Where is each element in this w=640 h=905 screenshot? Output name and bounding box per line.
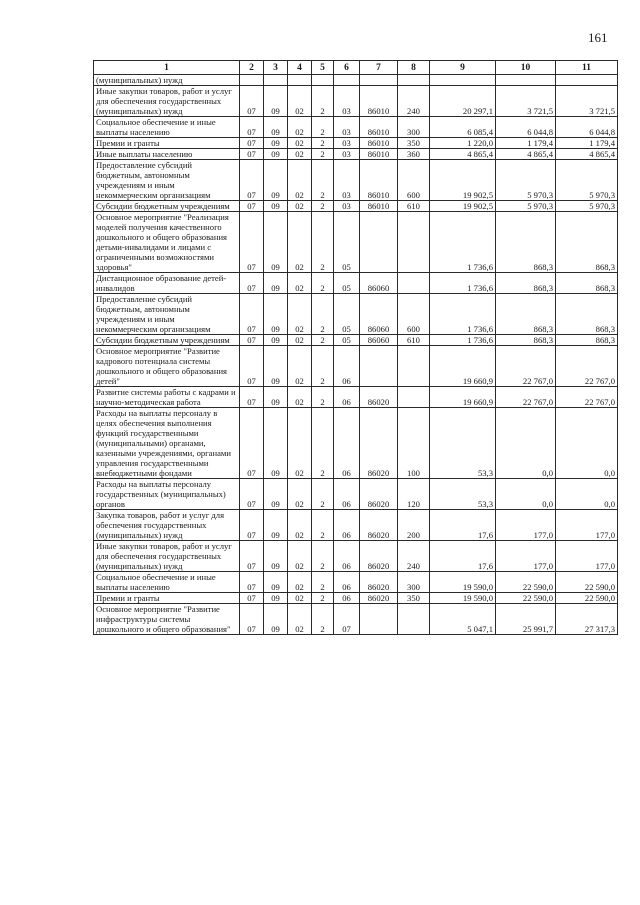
amount-col9-cell: 1 736,6 — [430, 294, 496, 335]
activity-code-cell: 06 — [334, 387, 360, 408]
table-row — [94, 212, 618, 273]
row-name-cell: Иные выплаты населению — [94, 149, 240, 160]
activity-code-cell: 03 — [334, 149, 360, 160]
row-name-cell: Основное мероприятие "Развитие кадрового потенциала системы дошкольного и общего образования детей" — [94, 346, 240, 387]
amount-col9-cell — [430, 75, 496, 86]
activity-code-cell: 03 — [334, 160, 360, 201]
subsection-code-cell: 09 — [264, 273, 288, 294]
amount-col11-cell: 4 865,4 — [556, 149, 618, 160]
program-code-cell: 02 — [288, 138, 312, 149]
amount-col10-cell — [496, 75, 556, 86]
subsection-code-cell: 09 — [264, 593, 288, 604]
subprogram-code-cell: 2 — [312, 201, 334, 212]
section-code-cell — [240, 75, 264, 86]
table-row — [94, 335, 618, 346]
subsection-code-cell: 09 — [264, 294, 288, 335]
expense-type-cell: 610 — [398, 335, 430, 346]
program-code-cell: 02 — [288, 387, 312, 408]
row-name-cell: (муниципальных) нужд — [94, 75, 240, 86]
direction-code-cell — [360, 346, 398, 387]
direction-code-cell: 86020 — [360, 510, 398, 541]
subsection-code-cell: 09 — [264, 387, 288, 408]
subsection-code-cell: 09 — [264, 201, 288, 212]
section-code-cell: 07 — [240, 510, 264, 541]
section-code-cell: 07 — [240, 541, 264, 572]
program-code-cell: 02 — [288, 346, 312, 387]
subprogram-code-cell: 2 — [312, 510, 334, 541]
amount-col10-cell: 5 970,3 — [496, 201, 556, 212]
subprogram-code-cell — [312, 75, 334, 86]
row-name-cell: Иные закупки товаров, работ и услуг для обеспечения государственных (муниципальных) нужд — [94, 86, 240, 117]
expense-type-cell: 120 — [398, 479, 430, 510]
program-code-cell: 02 — [288, 86, 312, 117]
subprogram-code-cell: 2 — [312, 541, 334, 572]
expense-type-cell — [398, 387, 430, 408]
budget-table — [93, 60, 618, 635]
table-row — [94, 294, 618, 335]
row-name-cell: Закупка товаров, работ и услуг для обеспечения государственных (муниципальных) нужд — [94, 510, 240, 541]
amount-col11-cell: 0,0 — [556, 408, 618, 479]
subprogram-code-cell: 2 — [312, 335, 334, 346]
amount-col10-cell: 3 721,5 — [496, 86, 556, 117]
subsection-code-cell: 09 — [264, 212, 288, 273]
section-code-cell: 07 — [240, 86, 264, 117]
subsection-code-cell: 09 — [264, 335, 288, 346]
section-code-cell: 07 — [240, 572, 264, 593]
table-row — [94, 201, 618, 212]
row-name-cell: Развитие системы работы с кадрами и научно-методическая работа — [94, 387, 240, 408]
amount-col10-cell: 22 767,0 — [496, 387, 556, 408]
activity-code-cell: 06 — [334, 510, 360, 541]
table-row — [94, 75, 618, 86]
amount-col11-cell: 3 721,5 — [556, 86, 618, 117]
activity-code-cell: 06 — [334, 346, 360, 387]
program-code-cell: 02 — [288, 541, 312, 572]
amount-col9-cell: 19 660,9 — [430, 387, 496, 408]
program-code-cell: 02 — [288, 572, 312, 593]
program-code-cell: 02 — [288, 212, 312, 273]
table-row — [94, 346, 618, 387]
activity-code-cell: 06 — [334, 541, 360, 572]
program-code-cell: 02 — [288, 294, 312, 335]
activity-code-cell: 05 — [334, 335, 360, 346]
subsection-code-cell: 09 — [264, 541, 288, 572]
subprogram-code-cell: 2 — [312, 479, 334, 510]
section-code-cell: 07 — [240, 201, 264, 212]
activity-code-cell: 03 — [334, 201, 360, 212]
amount-col10-cell: 868,3 — [496, 212, 556, 273]
table-row — [94, 408, 618, 479]
subsection-code-cell: 09 — [264, 117, 288, 138]
amount-col11-cell: 868,3 — [556, 212, 618, 273]
table-row — [94, 149, 618, 160]
amount-col11-cell: 6 044,8 — [556, 117, 618, 138]
amount-col9-cell: 20 297,1 — [430, 86, 496, 117]
row-name-cell: Социальное обеспечение и иные выплаты населению — [94, 572, 240, 593]
subprogram-code-cell: 2 — [312, 408, 334, 479]
section-code-cell: 07 — [240, 273, 264, 294]
expense-type-cell: 240 — [398, 541, 430, 572]
row-name-cell: Предоставление субсидий бюджетным, автономным учреждениям и иным некоммерческим организациям — [94, 294, 240, 335]
row-name-cell: Основное мероприятие "Развитие инфраструктуры системы дошкольного и общего образования" — [94, 604, 240, 635]
row-name-cell: Премии и гранты — [94, 138, 240, 149]
amount-col9-cell: 4 865,4 — [430, 149, 496, 160]
table-body — [94, 75, 618, 635]
program-code-cell: 02 — [288, 160, 312, 201]
amount-col11-cell: 22 590,0 — [556, 593, 618, 604]
subprogram-code-cell: 2 — [312, 387, 334, 408]
expense-type-cell: 300 — [398, 117, 430, 138]
subprogram-code-cell: 2 — [312, 86, 334, 117]
section-code-cell: 07 — [240, 212, 264, 273]
row-name-cell: Дистанционное образование детей-инвалидов — [94, 273, 240, 294]
subsection-code-cell — [264, 75, 288, 86]
column-header: 8 — [398, 61, 430, 75]
subsection-code-cell: 09 — [264, 149, 288, 160]
expense-type-cell: 100 — [398, 408, 430, 479]
subprogram-code-cell: 2 — [312, 149, 334, 160]
direction-code-cell: 86020 — [360, 479, 398, 510]
amount-col9-cell: 17,6 — [430, 541, 496, 572]
amount-col9-cell: 1 220,0 — [430, 138, 496, 149]
page-number: 161 — [588, 30, 608, 45]
subsection-code-cell: 09 — [264, 479, 288, 510]
amount-col11-cell: 22 767,0 — [556, 346, 618, 387]
section-code-cell: 07 — [240, 408, 264, 479]
amount-col10-cell: 177,0 — [496, 510, 556, 541]
subsection-code-cell: 09 — [264, 160, 288, 201]
program-code-cell: 02 — [288, 117, 312, 138]
column-header: 3 — [264, 61, 288, 75]
amount-col9-cell: 1 736,6 — [430, 212, 496, 273]
program-code-cell: 02 — [288, 604, 312, 635]
amount-col9-cell: 19 660,9 — [430, 346, 496, 387]
section-code-cell: 07 — [240, 479, 264, 510]
amount-col10-cell: 868,3 — [496, 335, 556, 346]
column-header: 1 — [94, 61, 240, 75]
program-code-cell — [288, 75, 312, 86]
amount-col11-cell: 177,0 — [556, 510, 618, 541]
amount-col10-cell: 22 590,0 — [496, 572, 556, 593]
row-name-cell: Социальное обеспечение и иные выплаты населению — [94, 117, 240, 138]
column-header: 11 — [556, 61, 618, 75]
subsection-code-cell: 09 — [264, 604, 288, 635]
amount-col9-cell: 19 902,5 — [430, 160, 496, 201]
program-code-cell: 02 — [288, 201, 312, 212]
column-header: 5 — [312, 61, 334, 75]
amount-col10-cell: 0,0 — [496, 479, 556, 510]
expense-type-cell: 300 — [398, 572, 430, 593]
amount-col9-cell: 53,3 — [430, 479, 496, 510]
amount-col11-cell: 22 767,0 — [556, 387, 618, 408]
amount-col10-cell: 868,3 — [496, 273, 556, 294]
row-name-cell: Субсидии бюджетным учреждениям — [94, 335, 240, 346]
row-name-cell: Иные закупки товаров, работ и услуг для обеспечения государственных (муниципальных) нужд — [94, 541, 240, 572]
amount-col11-cell: 22 590,0 — [556, 572, 618, 593]
activity-code-cell — [334, 75, 360, 86]
program-code-cell: 02 — [288, 149, 312, 160]
amount-col10-cell: 22 767,0 — [496, 346, 556, 387]
amount-col11-cell: 177,0 — [556, 541, 618, 572]
program-code-cell: 02 — [288, 335, 312, 346]
direction-code-cell: 86020 — [360, 387, 398, 408]
subsection-code-cell: 09 — [264, 572, 288, 593]
activity-code-cell: 06 — [334, 408, 360, 479]
table-row — [94, 479, 618, 510]
column-header: 9 — [430, 61, 496, 75]
direction-code-cell: 86010 — [360, 201, 398, 212]
activity-code-cell: 03 — [334, 86, 360, 117]
activity-code-cell: 06 — [334, 572, 360, 593]
amount-col11-cell: 1 179,4 — [556, 138, 618, 149]
amount-col9-cell: 19 902,5 — [430, 201, 496, 212]
expense-type-cell: 610 — [398, 201, 430, 212]
activity-code-cell: 03 — [334, 138, 360, 149]
direction-code-cell: 86020 — [360, 593, 398, 604]
table-row — [94, 510, 618, 541]
subprogram-code-cell: 2 — [312, 593, 334, 604]
expense-type-cell: 350 — [398, 138, 430, 149]
amount-col11-cell: 868,3 — [556, 335, 618, 346]
section-code-cell: 07 — [240, 138, 264, 149]
column-header: 4 — [288, 61, 312, 75]
activity-code-cell: 06 — [334, 593, 360, 604]
column-header: 10 — [496, 61, 556, 75]
amount-col9-cell: 5 047,1 — [430, 604, 496, 635]
direction-code-cell: 86060 — [360, 335, 398, 346]
table-row — [94, 387, 618, 408]
program-code-cell: 02 — [288, 593, 312, 604]
expense-type-cell: 240 — [398, 86, 430, 117]
subsection-code-cell: 09 — [264, 346, 288, 387]
amount-col9-cell: 1 736,6 — [430, 335, 496, 346]
amount-col10-cell: 177,0 — [496, 541, 556, 572]
table-row — [94, 604, 618, 635]
row-name-cell: Расходы на выплаты персоналу в целях обеспечения выполнения функций государственными (муниципальными) органами, казенными учреждениями, органами управления государственными внебюджетными фондами — [94, 408, 240, 479]
direction-code-cell: 86010 — [360, 160, 398, 201]
direction-code-cell: 86020 — [360, 541, 398, 572]
amount-col11-cell: 5 970,3 — [556, 201, 618, 212]
amount-col10-cell: 1 179,4 — [496, 138, 556, 149]
expense-type-cell: 350 — [398, 593, 430, 604]
subsection-code-cell: 09 — [264, 510, 288, 541]
amount-col10-cell: 868,3 — [496, 294, 556, 335]
expense-type-cell — [398, 212, 430, 273]
subprogram-code-cell: 2 — [312, 212, 334, 273]
section-code-cell: 07 — [240, 346, 264, 387]
table-row — [94, 160, 618, 201]
expense-type-cell — [398, 604, 430, 635]
table-row — [94, 273, 618, 294]
amount-col9-cell: 19 590,0 — [430, 572, 496, 593]
table-row — [94, 86, 618, 117]
direction-code-cell — [360, 212, 398, 273]
amount-col10-cell: 0,0 — [496, 408, 556, 479]
row-name-cell: Расходы на выплаты персоналу государственных (муниципальных) органов — [94, 479, 240, 510]
amount-col10-cell: 5 970,3 — [496, 160, 556, 201]
table-row — [94, 541, 618, 572]
row-name-cell: Предоставление субсидий бюджетным, автономным учреждениям и иным некоммерческим организациям — [94, 160, 240, 201]
table-row — [94, 572, 618, 593]
subsection-code-cell: 09 — [264, 138, 288, 149]
table-row — [94, 593, 618, 604]
amount-col10-cell: 25 991,7 — [496, 604, 556, 635]
section-code-cell: 07 — [240, 294, 264, 335]
direction-code-cell: 86060 — [360, 294, 398, 335]
section-code-cell: 07 — [240, 149, 264, 160]
subprogram-code-cell: 2 — [312, 604, 334, 635]
amount-col11-cell — [556, 75, 618, 86]
section-code-cell: 07 — [240, 387, 264, 408]
program-code-cell: 02 — [288, 273, 312, 294]
activity-code-cell: 03 — [334, 117, 360, 138]
amount-col10-cell: 6 044,8 — [496, 117, 556, 138]
subprogram-code-cell: 2 — [312, 160, 334, 201]
subprogram-code-cell: 2 — [312, 117, 334, 138]
amount-col9-cell: 17,6 — [430, 510, 496, 541]
subsection-code-cell: 09 — [264, 408, 288, 479]
amount-col9-cell: 1 736,6 — [430, 273, 496, 294]
subprogram-code-cell: 2 — [312, 294, 334, 335]
activity-code-cell: 05 — [334, 212, 360, 273]
activity-code-cell: 07 — [334, 604, 360, 635]
table-row — [94, 138, 618, 149]
program-code-cell: 02 — [288, 408, 312, 479]
amount-col9-cell: 53,3 — [430, 408, 496, 479]
section-code-cell: 07 — [240, 117, 264, 138]
amount-col11-cell: 27 317,3 — [556, 604, 618, 635]
amount-col10-cell: 22 590,0 — [496, 593, 556, 604]
subprogram-code-cell: 2 — [312, 346, 334, 387]
section-code-cell: 07 — [240, 335, 264, 346]
subprogram-code-cell: 2 — [312, 273, 334, 294]
column-header: 2 — [240, 61, 264, 75]
expense-type-cell — [398, 75, 430, 86]
table-row — [94, 117, 618, 138]
section-code-cell: 07 — [240, 604, 264, 635]
column-header: 6 — [334, 61, 360, 75]
subsection-code-cell: 09 — [264, 86, 288, 117]
column-header: 7 — [360, 61, 398, 75]
expense-type-cell — [398, 273, 430, 294]
amount-col9-cell: 19 590,0 — [430, 593, 496, 604]
direction-code-cell: 86020 — [360, 408, 398, 479]
amount-col11-cell: 5 970,3 — [556, 160, 618, 201]
expense-type-cell: 600 — [398, 160, 430, 201]
direction-code-cell — [360, 75, 398, 86]
direction-code-cell: 86060 — [360, 273, 398, 294]
direction-code-cell: 86020 — [360, 572, 398, 593]
table-header-row — [94, 61, 618, 75]
row-name-cell: Премии и гранты — [94, 593, 240, 604]
amount-col11-cell: 868,3 — [556, 294, 618, 335]
expense-type-cell: 600 — [398, 294, 430, 335]
activity-code-cell: 05 — [334, 273, 360, 294]
direction-code-cell: 86010 — [360, 149, 398, 160]
activity-code-cell: 06 — [334, 479, 360, 510]
amount-col10-cell: 4 865,4 — [496, 149, 556, 160]
direction-code-cell — [360, 604, 398, 635]
activity-code-cell: 05 — [334, 294, 360, 335]
subprogram-code-cell: 2 — [312, 572, 334, 593]
direction-code-cell: 86010 — [360, 117, 398, 138]
amount-col11-cell: 868,3 — [556, 273, 618, 294]
amount-col11-cell: 0,0 — [556, 479, 618, 510]
section-code-cell: 07 — [240, 593, 264, 604]
row-name-cell: Субсидии бюджетным учреждениям — [94, 201, 240, 212]
direction-code-cell: 86010 — [360, 86, 398, 117]
subprogram-code-cell: 2 — [312, 138, 334, 149]
amount-col9-cell: 6 085,4 — [430, 117, 496, 138]
expense-type-cell: 200 — [398, 510, 430, 541]
expense-type-cell — [398, 346, 430, 387]
expense-type-cell: 360 — [398, 149, 430, 160]
section-code-cell: 07 — [240, 160, 264, 201]
program-code-cell: 02 — [288, 510, 312, 541]
direction-code-cell: 86010 — [360, 138, 398, 149]
program-code-cell: 02 — [288, 479, 312, 510]
row-name-cell: Основное мероприятие "Реализация моделей получения качественного дошкольного и общего образования детьми-инвалидами и лицами с ограниченными возможностями здоровья" — [94, 212, 240, 273]
